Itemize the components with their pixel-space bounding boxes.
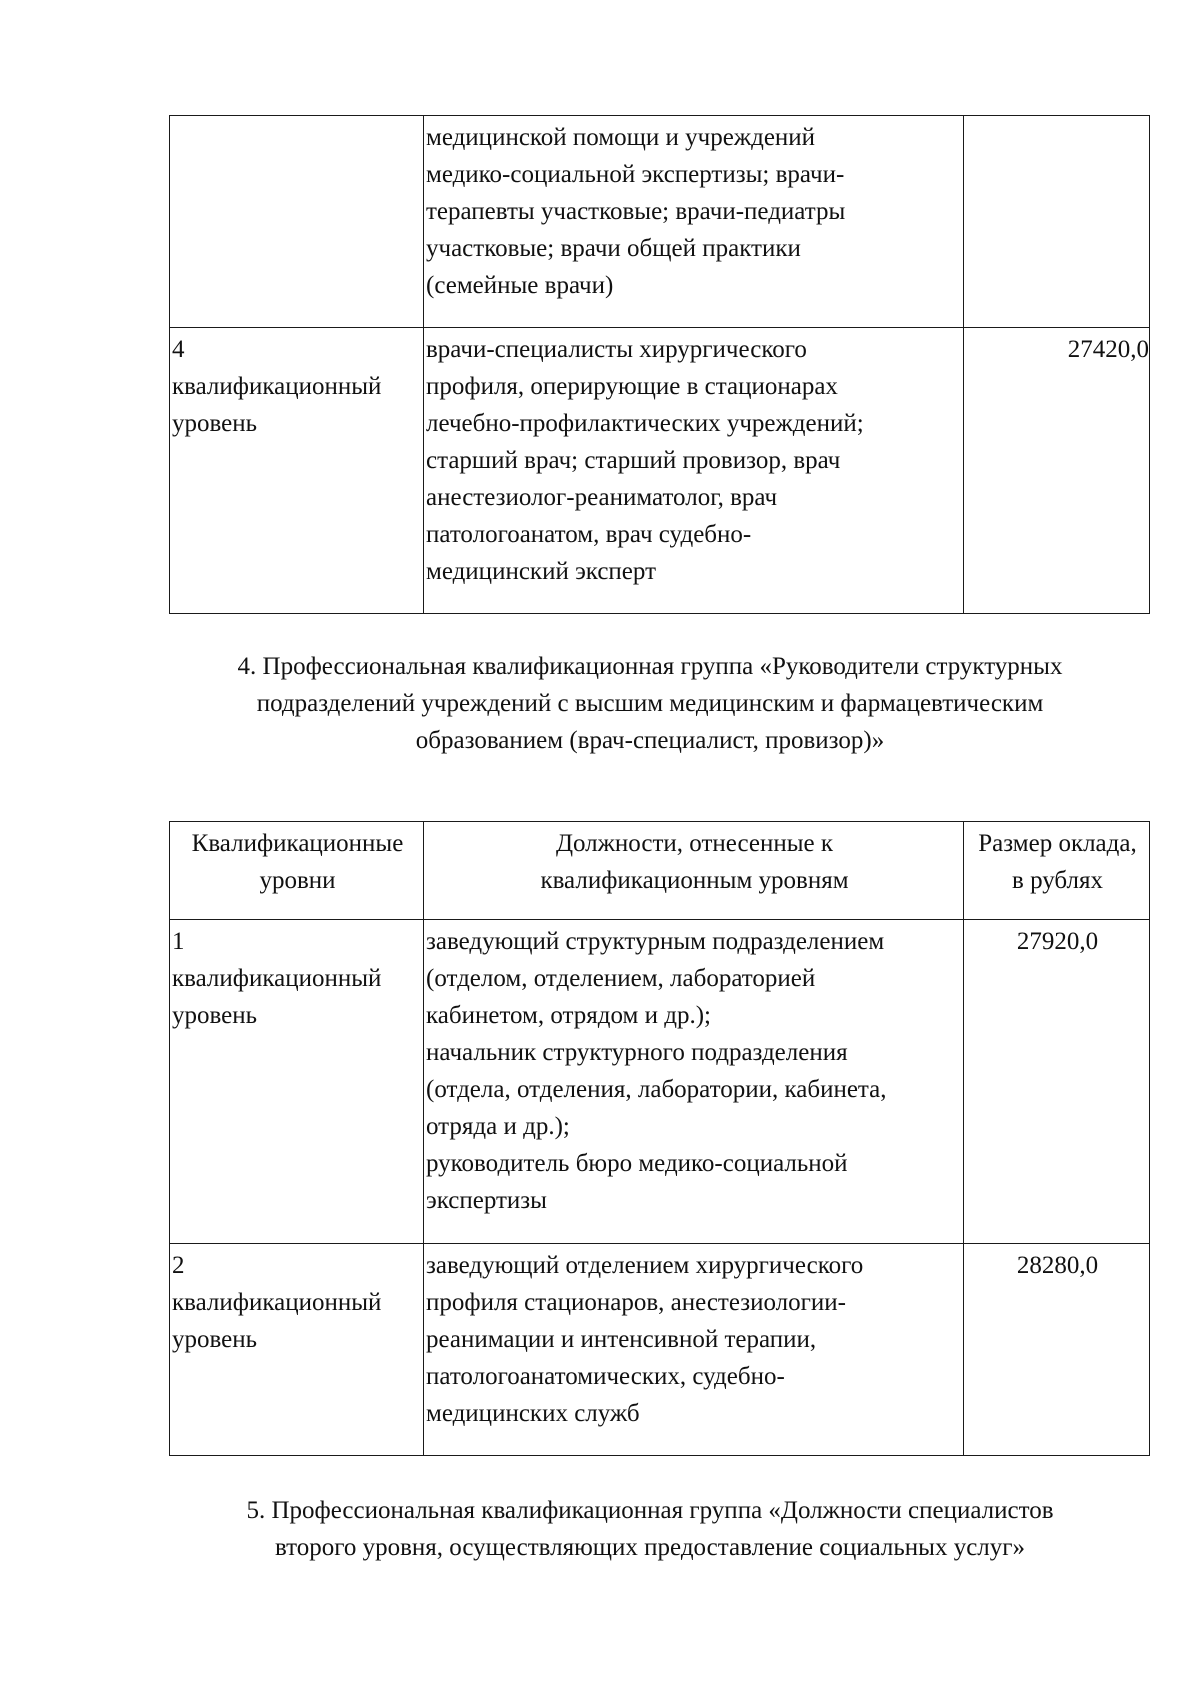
salary-table-continued	[169, 115, 1150, 614]
section-4-heading: 4. Профессиональная квалификационная группа «Руководители структурных подразделений учреждений с высшим медицинским и фармацевтическим образованием (врач-специалист, провизор)»	[237, 653, 1063, 754]
salary-cell	[964, 116, 1150, 328]
positions-cell: заведующий отделением хирургического профиля стационаров, анестезиологии- реанимации и интенсивной терапии, патологоанатомических, судебно- медицинских служб	[424, 1244, 964, 1456]
table-row	[170, 328, 1150, 614]
salary-cell: 27420,0	[964, 328, 1150, 614]
table-row	[170, 116, 1150, 328]
positions-cell: врачи-специалисты хирургического профиля, оперирующие в стационарах лечебно-профилактических учреждений; старший врач; старший провизор, врач анестезиолог-реаниматолог, врач патологоанатом, врач судебно- медицинский эксперт	[424, 328, 964, 614]
salary-cell: 27920,0	[964, 920, 1150, 1244]
salary-table-section-4	[169, 821, 1150, 1456]
level-cell: 2 квалификационный уровень	[170, 1244, 424, 1456]
level-cell: 4 квалификационный уровень	[170, 328, 424, 614]
column-header-levels: Квалификационные уровни	[170, 822, 424, 920]
table-header-row	[170, 822, 1150, 920]
section-5-heading: 5. Профессиональная квалификационная группа «Должности специалистов второго уровня, осуществляющих предоставление социальных услуг»	[246, 1497, 1054, 1561]
level-cell	[170, 116, 424, 328]
column-header-salary: Размер оклада, в рублях	[964, 822, 1150, 920]
level-cell: 1 квалификационный уровень	[170, 920, 424, 1244]
column-header-positions: Должности, отнесенные к квалификационным уровням	[424, 822, 964, 920]
table-row	[170, 920, 1150, 1244]
salary-cell: 28280,0	[964, 1244, 1150, 1456]
positions-cell: медицинской помощи и учреждений медико-социальной экспертизы; врачи- терапевты участковые; врачи-педиатры участковые; врачи общей практики (семейные врачи)	[424, 116, 964, 328]
positions-cell: заведующий структурным подразделением (отделом, отделением, лабораторией кабинетом, отрядом и др.); начальник структурного подразделения (отдела, отделения, лаборатории, кабинета, отряда и др.); руководитель бюро медико-социальной экспертизы	[424, 920, 964, 1244]
table-row	[170, 1244, 1150, 1456]
